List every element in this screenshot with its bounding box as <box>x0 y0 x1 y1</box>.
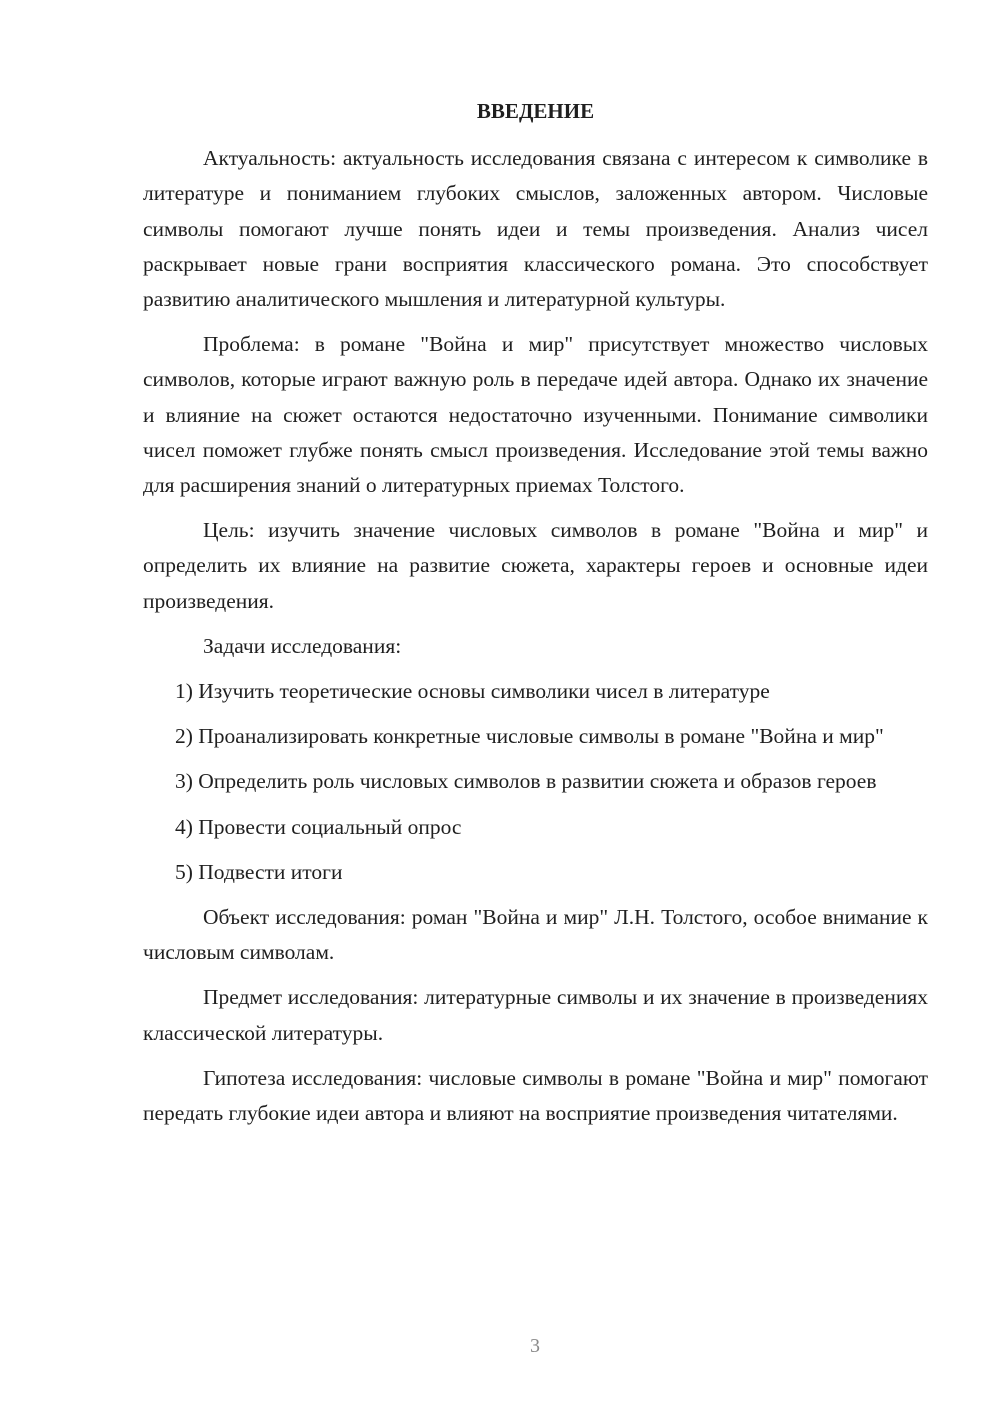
paragraph-subject: Предмет исследования: литературные символы и их значение в произведениях классической литературы. <box>143 985 928 1045</box>
task-item: 2) Проанализировать конкретные числовые символы в романе "Война и мир" <box>175 724 884 749</box>
paragraph-hypothesis: Гипотеза исследования: числовые символы в романе "Война и мир" помогают передать глубокие идеи автора и влияют на восприятие произведения читателями. <box>143 1065 928 1126</box>
page-number: 3 <box>530 1335 540 1357</box>
paragraph-object: Объект исследования: роман "Война и мир" Л.Н. Толстого, особое внимание к числовым символам. <box>143 905 928 965</box>
paragraph-tasks-heading: Задачи исследования: <box>203 633 402 658</box>
task-item: 5) Подвести итоги <box>175 859 343 884</box>
paragraph-relevance: Актуальность: актуальность исследования связана с интересом к символике в литературе и пониманием глубоких смыслов, заложенных автором. Числовые символы помогают лучше понять идеи и темы произведения. Анализ чисел раскрывает новые грани восприятия классического романа. Это способствует развитию аналитического мышления и литературной культуры. <box>143 146 928 312</box>
document-page <box>143 94 928 1131</box>
task-item: 1) Изучить теоретические основы символики чисел в литературе <box>175 679 770 704</box>
paragraph-goal: Цель: изучить значение числовых символов в романе "Война и мир" и определить их влияние на развитие сюжета, характеры героев и основные идеи произведения. <box>143 518 928 613</box>
section-title: ВВЕДЕНИЕ <box>476 99 595 123</box>
task-item: 4) Провести социальный опрос <box>175 814 462 839</box>
task-item: 3) Определить роль числовых символов в развитии сюжета и образов героев <box>175 769 877 794</box>
paragraph-problem: Проблема: в романе "Война и мир" присутствует множество числовых символов, которые играют важную роль в передаче идей автора. Однако их значение и влияние на сюжет остаются недостаточно изученными. Понимание символики чисел поможет глубже понять смысл произведения. Исследование этой темы важно для расширения знаний о литературных приемах Толстого. <box>143 332 928 498</box>
